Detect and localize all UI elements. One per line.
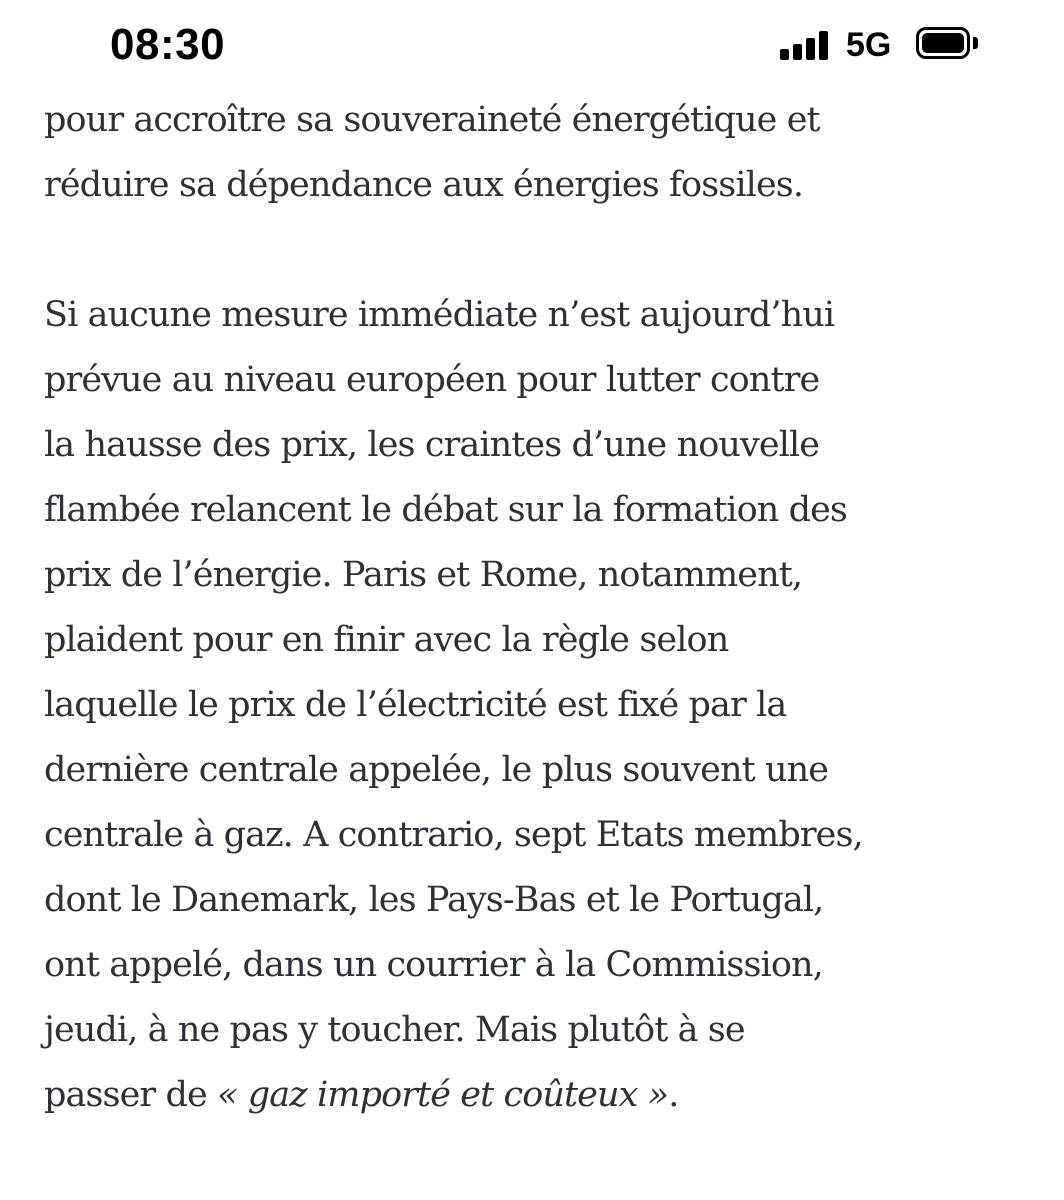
article-line: la hausse des prix, les craintes d’une nouvelle (44, 425, 820, 465)
article-line: prix de l’énergie. Paris et Rome, notamment, (44, 555, 803, 595)
status-bar (0, 0, 1064, 92)
article-body (44, 88, 1044, 1128)
article-last-line (44, 1063, 1044, 1128)
article-line: dont le Danemark, les Pays-Bas et le Portugal, (44, 880, 824, 920)
article-line: jeudi, à ne pas y toucher. Mais plutôt à se (44, 1010, 745, 1050)
paragraph-gap (44, 218, 1044, 283)
network-type: 5G (846, 26, 892, 64)
signal-bars-icon (780, 30, 834, 60)
last-line-suffix: . (668, 1075, 679, 1115)
article-line: plaident pour en finir avec la règle selon (44, 620, 729, 660)
article-line: Si aucune mesure immédiate n’est aujourd’hui (44, 295, 835, 335)
article-line: laquelle le prix de l’électricité est fixé par la (44, 685, 787, 725)
status-time: 08:30 (110, 20, 226, 69)
article-line: pour accroître sa souveraineté énergétique et (44, 100, 820, 140)
article-line: centrale à gaz. A contrario, sept Etats membres, (44, 815, 863, 855)
article-line: ont appelé, dans un courrier à la Commission, (44, 945, 823, 985)
article-line: prévue au niveau européen pour lutter contre (44, 360, 820, 400)
article-line: dernière centrale appelée, le plus souvent une (44, 750, 829, 790)
article-line: flambée relancent le débat sur la formation des (44, 490, 847, 530)
last-line-prefix: passer de (44, 1075, 218, 1115)
article-line: réduire sa dépendance aux énergies fossiles. (44, 165, 804, 205)
battery-icon (916, 27, 978, 59)
quoted-phrase: « gaz importé et coûteux » (217, 1075, 669, 1115)
